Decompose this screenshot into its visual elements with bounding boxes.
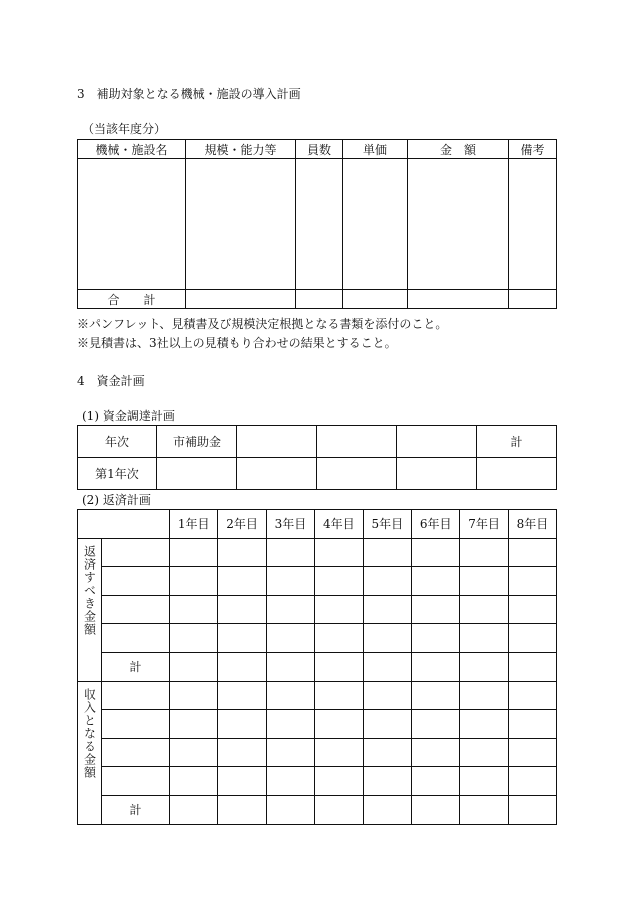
header-year-7: 7年目 — [460, 510, 508, 539]
header-unit-price: 単価 — [343, 140, 408, 159]
header-year-8: 8年目 — [508, 510, 556, 539]
subtotal-label: 計 — [102, 795, 170, 824]
table-row — [78, 159, 557, 290]
table-row — [78, 595, 557, 624]
header-amount: 金 額 — [408, 140, 509, 159]
funding-cell[interactable] — [317, 458, 397, 490]
funding-total-cell[interactable] — [477, 458, 557, 490]
note-1: ※パンフレット、見積書及び規模決定根拠となる書類を添付のこと。 — [77, 317, 448, 331]
subtotal-label: 計 — [102, 652, 170, 681]
header-total: 計 — [477, 426, 557, 458]
table-row — [78, 458, 557, 490]
item-cell[interactable] — [102, 567, 170, 596]
header-year-2: 2年目 — [218, 510, 266, 539]
table-row — [78, 710, 557, 739]
header-quantity: 員数 — [296, 140, 343, 159]
funding-cell[interactable] — [397, 458, 477, 490]
header-remarks: 備考 — [509, 140, 557, 159]
total-cell[interactable] — [296, 290, 343, 309]
subsidy-cell[interactable] — [157, 458, 237, 490]
header-subsidy: 市補助金 — [157, 426, 237, 458]
funding-plan-title: (1) 資金調達計画 — [82, 409, 175, 423]
header-scale-capacity: 規模・能力等 — [186, 140, 296, 159]
funding-cell[interactable] — [237, 458, 317, 490]
quantity-cell[interactable] — [296, 159, 343, 290]
total-amount-cell[interactable] — [408, 290, 509, 309]
item-cell[interactable] — [102, 710, 170, 739]
table-header-row — [78, 510, 557, 539]
header-blank — [78, 510, 170, 539]
total-row — [78, 290, 557, 309]
row-label-year-1: 第1年次 — [78, 458, 157, 490]
equipment-name-cell[interactable] — [78, 159, 186, 290]
total-cell[interactable] — [509, 290, 557, 309]
header-year-3: 3年目 — [266, 510, 314, 539]
section-3-heading: 3 補助対象となる機械・施設の導入計画 — [77, 87, 301, 101]
header-year-4: 4年目 — [315, 510, 363, 539]
total-cell[interactable] — [186, 290, 296, 309]
repayment-plan-table — [77, 509, 557, 825]
section-4-heading: 4 資金計画 — [77, 374, 145, 388]
table-row — [78, 538, 557, 567]
repayment-plan-title: (2) 返済計画 — [82, 493, 151, 507]
group-label-income: 収入となる金額 — [78, 681, 102, 824]
header-blank[interactable] — [317, 426, 397, 458]
item-cell[interactable] — [102, 767, 170, 796]
note-2: ※見積書は、3社以上の見積もり合わせの結果とすること。 — [77, 336, 397, 350]
table-row — [78, 567, 557, 596]
subtotal-row — [78, 652, 557, 681]
table-row — [78, 681, 557, 710]
table-row — [78, 624, 557, 653]
header-year: 年次 — [78, 426, 157, 458]
header-year-5: 5年目 — [363, 510, 411, 539]
table-row — [78, 738, 557, 767]
item-cell[interactable] — [102, 595, 170, 624]
total-label: 合 計 — [78, 290, 186, 309]
header-blank[interactable] — [397, 426, 477, 458]
equipment-plan-table — [77, 139, 557, 309]
scale-cell[interactable] — [186, 159, 296, 290]
funding-plan-table — [77, 425, 557, 490]
year-note: （当該年度分） — [82, 122, 167, 136]
header-equipment-name: 機械・施設名 — [78, 140, 186, 159]
unit-price-cell[interactable] — [343, 159, 408, 290]
remarks-cell[interactable] — [509, 159, 557, 290]
item-cell[interactable] — [102, 624, 170, 653]
item-cell[interactable] — [102, 538, 170, 567]
group-label-repayment: 返済すべき金額 — [78, 538, 102, 681]
header-year-6: 6年目 — [411, 510, 459, 539]
header-year-1: 1年目 — [170, 510, 218, 539]
table-header-row — [78, 426, 557, 458]
total-cell[interactable] — [343, 290, 408, 309]
subtotal-row — [78, 795, 557, 824]
item-cell[interactable] — [102, 681, 170, 710]
table-row — [78, 767, 557, 796]
item-cell[interactable] — [102, 738, 170, 767]
amount-cell[interactable] — [408, 159, 509, 290]
header-blank[interactable] — [237, 426, 317, 458]
table-header-row — [78, 140, 557, 159]
